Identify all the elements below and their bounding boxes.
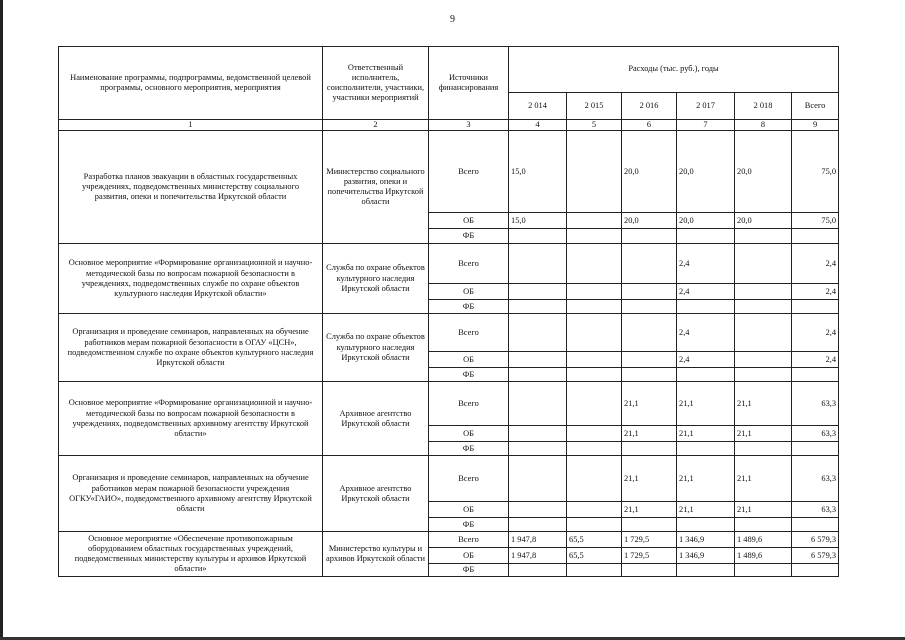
value-year: 21,1 (677, 426, 735, 442)
value-year: 20,0 (677, 213, 735, 229)
value-year (567, 564, 622, 577)
value-year (735, 229, 792, 244)
header-executor: Ответственный исполнитель, соисполнители, участники, участники мероприятий (323, 47, 429, 120)
value-total: 6 579,3 (792, 532, 839, 548)
value-year (622, 229, 677, 244)
value-year (622, 284, 677, 300)
funding-source: ФБ (429, 229, 509, 244)
value-year: 2,4 (677, 284, 735, 300)
value-year (677, 229, 735, 244)
header-year: 2 017 (677, 93, 735, 120)
funding-source: ОБ (429, 502, 509, 518)
measure-executor: Служба по охране объектов культурного наследия Иркутской области (323, 314, 429, 382)
header-row-1 (59, 47, 839, 93)
funding-source: ОБ (429, 284, 509, 300)
value-total: 63,3 (792, 456, 839, 502)
column-number: 6 (622, 120, 677, 131)
table-row (59, 382, 839, 426)
value-year: 21,1 (735, 502, 792, 518)
measure-executor: Министерство культуры и архивов Иркутской области (323, 532, 429, 577)
measure-name: Основное мероприятие «Формирование организационной и научно-методической базы по вопросам пожарной безопасности в учреждениях, подведомственных архивному агентству Иркутской области» (59, 382, 323, 456)
column-number: 9 (792, 120, 839, 131)
value-year: 15,0 (509, 131, 567, 213)
funding-source: Всего (429, 382, 509, 426)
column-number: 5 (567, 120, 622, 131)
value-year (735, 314, 792, 352)
value-total (792, 229, 839, 244)
funding-source: ОБ (429, 548, 509, 564)
value-total: 75,0 (792, 213, 839, 229)
value-year: 21,1 (622, 456, 677, 502)
value-year: 65,5 (567, 532, 622, 548)
value-year (509, 300, 567, 314)
value-year: 21,1 (622, 426, 677, 442)
funding-source: ОБ (429, 426, 509, 442)
value-total: 2,4 (792, 352, 839, 368)
value-year (567, 426, 622, 442)
value-total: 63,3 (792, 382, 839, 426)
value-year (622, 564, 677, 577)
value-year (567, 502, 622, 518)
value-year: 21,1 (735, 456, 792, 502)
value-year (622, 442, 677, 456)
value-year (509, 284, 567, 300)
funding-source: ФБ (429, 442, 509, 456)
value-year (567, 442, 622, 456)
value-year (567, 314, 622, 352)
value-year: 1 489,6 (735, 548, 792, 564)
value-year (567, 382, 622, 426)
value-year (677, 300, 735, 314)
value-total (792, 442, 839, 456)
value-year: 21,1 (622, 382, 677, 426)
value-year (509, 502, 567, 518)
measure-name: Организация и проведение семинаров, направленных на обучение работников мерам пожарной безопасности в ОГАУ «ЦСН», подведомственном службе по охране объектов культурного наследия Иркутской области (59, 314, 323, 382)
value-total (792, 564, 839, 577)
value-year (735, 368, 792, 382)
value-year (567, 352, 622, 368)
value-year: 2,4 (677, 352, 735, 368)
value-year (509, 368, 567, 382)
funding-source: Всего (429, 456, 509, 502)
measure-name: Основное мероприятие «Формирование организационной и научно-методической базы по вопросам пожарной безопасности в учреждениях, подведомственных службе по охране объектов культурного наследия Иркутской области» (59, 244, 323, 314)
value-year: 1 489,6 (735, 532, 792, 548)
value-year (735, 284, 792, 300)
table-row (59, 314, 839, 352)
value-year (622, 300, 677, 314)
value-year (677, 442, 735, 456)
value-year: 21,1 (735, 382, 792, 426)
column-number-row (59, 120, 839, 131)
column-number: 4 (509, 120, 567, 131)
header-name: Наименование программы, подпрограммы, ведомственной целевой программы, основного мероприятия, мероприятия (59, 47, 323, 120)
header-year-total: Всего (792, 93, 839, 120)
value-year (567, 518, 622, 532)
measure-executor: Архивное агентство Иркутской области (323, 382, 429, 456)
header-source: Источники финансирования (429, 47, 509, 120)
value-year: 1 947,8 (509, 548, 567, 564)
measure-name: Основное мероприятие «Обеспечение противопожарным оборудованием областных государственных учреждений, подведомственных министерству культуры и архивов Иркутской области» (59, 532, 323, 577)
funding-source: ФБ (429, 564, 509, 577)
measure-executor: Архивное агентство Иркутской области (323, 456, 429, 532)
value-year: 2,4 (677, 314, 735, 352)
value-year: 65,5 (567, 548, 622, 564)
column-number: 2 (323, 120, 429, 131)
funding-source: Всего (429, 244, 509, 284)
table-row (59, 532, 839, 548)
value-year (567, 368, 622, 382)
value-year (622, 368, 677, 382)
table-row (59, 131, 839, 213)
page-number: 9 (450, 14, 455, 25)
value-year (677, 564, 735, 577)
measure-name: Разработка планов эвакуации в областных государственных учреждениях, подведомственных министерству социального развития, опеки и попечительства Иркутской области (59, 131, 323, 244)
value-year: 20,0 (622, 213, 677, 229)
value-year: 21,1 (677, 382, 735, 426)
value-year: 20,0 (735, 131, 792, 213)
header-year: 2 014 (509, 93, 567, 120)
value-total: 6 579,3 (792, 548, 839, 564)
value-year (622, 314, 677, 352)
measure-name: Организация и проведение семинаров, направленных на обучение работников мерам пожарной безопасности учреждения ОГКУ«ГАИО», подведомственного архивному агентству Иркутской области (59, 456, 323, 532)
value-year (735, 300, 792, 314)
value-year (509, 244, 567, 284)
value-year (567, 456, 622, 502)
value-year (735, 352, 792, 368)
measure-executor: Министерство социального развития, опеки и попечительства Иркутской области (323, 131, 429, 244)
value-year (735, 244, 792, 284)
value-year (509, 352, 567, 368)
funding-source: ОБ (429, 213, 509, 229)
funding-source: Всего (429, 314, 509, 352)
value-year: 21,1 (622, 502, 677, 518)
header-year: 2 015 (567, 93, 622, 120)
value-year (567, 300, 622, 314)
funding-source: Всего (429, 532, 509, 548)
column-number: 7 (677, 120, 735, 131)
value-year (509, 442, 567, 456)
value-total: 2,4 (792, 284, 839, 300)
value-year: 21,1 (677, 456, 735, 502)
value-year (509, 456, 567, 502)
value-total: 75,0 (792, 131, 839, 213)
value-year (509, 314, 567, 352)
value-total: 2,4 (792, 244, 839, 284)
header-year: 2 018 (735, 93, 792, 120)
funding-source: Всего (429, 131, 509, 213)
value-year (567, 131, 622, 213)
value-year (735, 518, 792, 532)
funding-source: ОБ (429, 352, 509, 368)
funding-source: ФБ (429, 518, 509, 532)
value-total (792, 300, 839, 314)
table-row (59, 456, 839, 502)
value-year (509, 382, 567, 426)
value-year (677, 368, 735, 382)
value-year: 2,4 (677, 244, 735, 284)
value-total: 63,3 (792, 502, 839, 518)
column-number: 1 (59, 120, 323, 131)
header-year: 2 016 (622, 93, 677, 120)
column-number: 3 (429, 120, 509, 131)
value-year (509, 518, 567, 532)
value-year: 1 729,5 (622, 532, 677, 548)
header-expenses: Расходы (тыс. руб.), годы (509, 47, 839, 93)
value-year (509, 426, 567, 442)
value-total (792, 368, 839, 382)
scan-left-edge (0, 0, 3, 640)
value-year (735, 564, 792, 577)
value-year: 21,1 (735, 426, 792, 442)
value-year: 20,0 (677, 131, 735, 213)
table-row (59, 244, 839, 284)
expenses-table (58, 46, 839, 577)
value-year: 1 346,9 (677, 532, 735, 548)
value-year (509, 564, 567, 577)
value-year: 1 346,9 (677, 548, 735, 564)
value-year: 21,1 (677, 502, 735, 518)
value-year: 15,0 (509, 213, 567, 229)
column-number: 8 (735, 120, 792, 131)
value-year (735, 442, 792, 456)
measure-executor: Служба по охране объектов культурного наследия Иркутской области (323, 244, 429, 314)
value-year: 1 947,8 (509, 532, 567, 548)
value-year (567, 284, 622, 300)
funding-source: ФБ (429, 368, 509, 382)
value-year: 20,0 (735, 213, 792, 229)
value-total: 2,4 (792, 314, 839, 352)
value-year (622, 352, 677, 368)
value-year (567, 244, 622, 284)
value-total: 63,3 (792, 426, 839, 442)
value-year (622, 518, 677, 532)
value-year (567, 229, 622, 244)
value-total (792, 518, 839, 532)
value-year: 1 729,5 (622, 548, 677, 564)
value-year (567, 213, 622, 229)
value-year (622, 244, 677, 284)
value-year (677, 518, 735, 532)
value-year (509, 229, 567, 244)
funding-source: ФБ (429, 300, 509, 314)
value-year: 20,0 (622, 131, 677, 213)
